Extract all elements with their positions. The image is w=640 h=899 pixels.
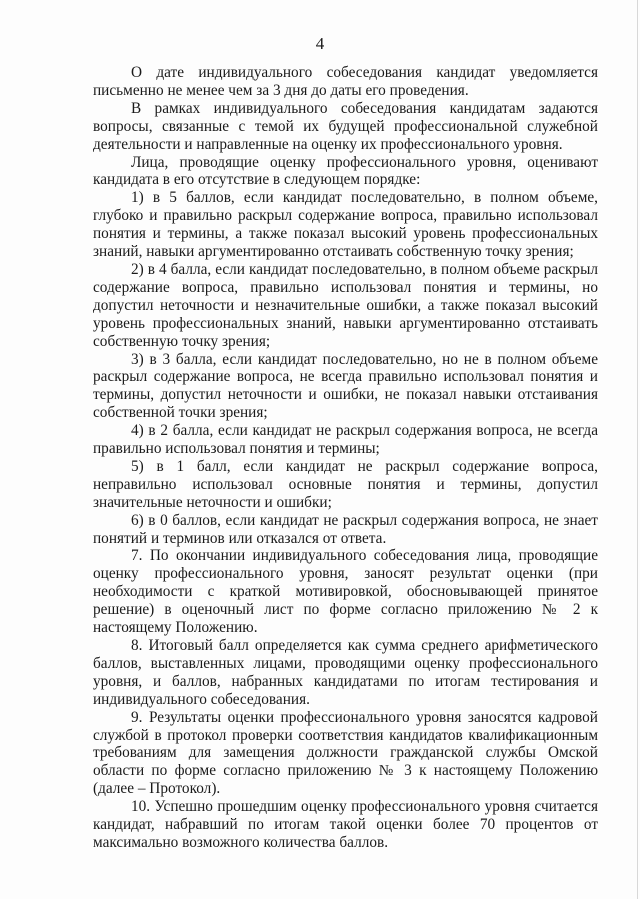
document-body <box>93 64 598 852</box>
page-number: 4 <box>315 34 325 53</box>
scan-edge-line <box>637 0 638 899</box>
list-item-score-1: 5) в 1 балл, если кандидат не раскрыл содержание вопроса, неправильно использовал основные понятия и термины, допустил значительные неточности и ошибки; <box>93 457 598 511</box>
list-item-score-3: 3) в 3 балла, если кандидат последовательно, но не в полном объеме раскрыл содержание вопроса, не всегда правильно использовал понятия и термины, допустил неточности и ошибки, не показал навыки отстаивания собственной точки зрения; <box>93 350 598 422</box>
paragraph-interview-notice: О дате индивидуального собеседования кандидат уведомляется письменно не менее чем за 3 дня до даты его проведения. <box>93 64 598 99</box>
clause-8: 8. Итоговый балл определяется как сумма среднего арифметического баллов, выставленных лицами, проводящими оценку профессионального уровня, и баллов, набранных кандидатами по итогам тестирования и индивидуального собеседования. <box>93 637 598 708</box>
clause-10: 10. Успешно прошедшим оценку профессионального уровня считается кандидат, набравший по итогам такой оценки более 70 процентов от максимально возможного количества баллов. <box>93 798 598 851</box>
list-item-score-4: 2) в 4 балла, если кандидат последовательно, в полном объеме раскрыл содержание вопроса, правильно использовал понятия и термины, но допустил неточности и незначительные ошибки, а также показал высокий уровень профессиональных знаний, навыки аргументированно отстаивать собственную точку зрения; <box>93 260 598 350</box>
clause-7: 7. По окончании индивидуального собеседования лица, проводящие оценку профессионального уровня, заносят результат оценки (при необходимости с краткой мотивировкой, обосновывающей принятое решение) в оценочный лист по форме согласно приложению № 2 к настоящему Положению. <box>93 547 598 637</box>
clause-9: 9. Результаты оценки профессионального уровня заносятся кадровой службой в протокол проверки соответствия кандидатов квалификационным требованиям для замещения должности гражданской службы Омской области по форме согласно приложению № 3 к настоящему Положению (далее – Протокол). <box>93 708 598 798</box>
list-item-score-2: 4) в 2 балла, если кандидат не раскрыл содержания вопроса, не всегда правильно использовал понятия и термины; <box>93 422 598 458</box>
list-item-score-5: 1) в 5 баллов, если кандидат последовательно, в полном объеме, глубоко и правильно раскрыл содержание вопроса, правильно использовал понятия и термины, а также показал высокий уровень профессиональных знаний, навыки аргументированно отстаивать собственную точку зрения; <box>93 189 598 261</box>
list-item-score-0: 6) в 0 баллов, если кандидат не раскрыл содержания вопроса, не знает понятий и терминов или отказался от ответа. <box>93 511 598 547</box>
paragraph-assessment-order: Лица, проводящие оценку профессионального уровня, оценивают кандидата в его отсутствие в следующем порядке: <box>93 153 598 189</box>
paragraph-interview-questions: В рамках индивидуального собеседования кандидатам задаются вопросы, связанные с темой их будущей профессиональной служебной деятельности и направленные на оценку их профессионального уровня. <box>93 99 598 153</box>
